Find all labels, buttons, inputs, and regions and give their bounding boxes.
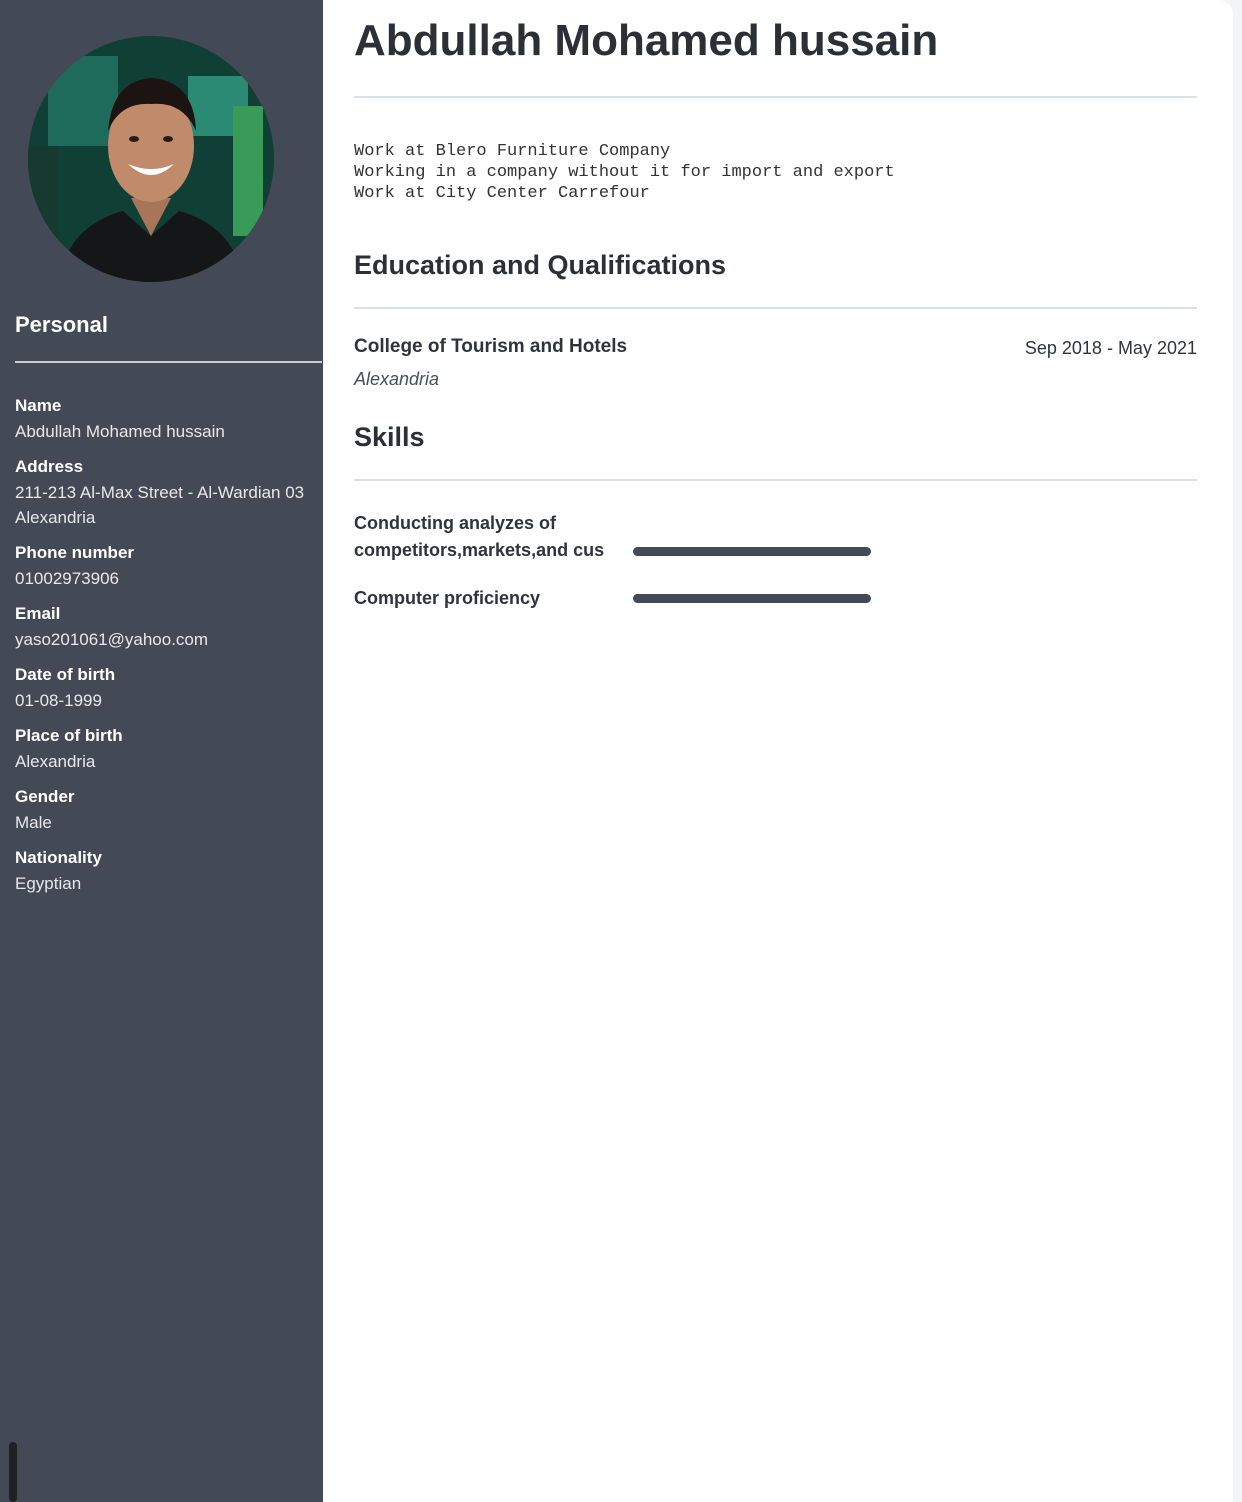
- main-content: [323, 0, 1233, 1502]
- field-value: Male: [15, 813, 52, 832]
- field-value: Alexandria: [15, 752, 96, 771]
- field-label: Date of birth: [15, 665, 116, 684]
- education-city: Alexandria: [354, 369, 440, 389]
- field-label: Gender: [15, 787, 75, 806]
- title-divider: [354, 96, 1197, 98]
- field-value: 211-213 Al-Max Street - Al-Wardian 03 Alexandria: [15, 483, 305, 527]
- field-place-of-birth: [15, 725, 315, 774]
- work-line: Work at City Center Carrefour: [354, 184, 650, 203]
- skill-label: Computer proficiency: [354, 588, 541, 608]
- field-label: Name: [15, 396, 62, 415]
- field-label: Place of birth: [15, 726, 123, 745]
- education-heading: Education and Qualifications: [354, 250, 727, 280]
- education-dates: Sep 2018 - May 2021: [1024, 338, 1197, 358]
- personal-details: [15, 395, 315, 908]
- field-date-of-birth: [15, 664, 315, 713]
- skills-heading: Skills: [354, 422, 425, 452]
- field-gender: [15, 786, 315, 835]
- field-label: Nationality: [15, 848, 102, 867]
- field-value: Abdullah Mohamed hussain: [15, 422, 225, 441]
- field-value: yaso201061@yahoo.com: [15, 630, 209, 649]
- resume-name-title: Abdullah Mohamed hussain: [354, 16, 939, 65]
- field-label: Email: [15, 604, 61, 623]
- field-phone: [15, 542, 315, 591]
- field-name: [15, 395, 315, 444]
- education-school: College of Tourism and Hotels: [354, 336, 628, 357]
- personal-heading: Personal: [15, 312, 108, 337]
- sidebar-divider: [15, 361, 322, 363]
- scrollbar-handle[interactable]: [9, 1442, 17, 1502]
- skill-level-fill: [633, 594, 871, 603]
- skills-divider: [354, 479, 1197, 481]
- field-value: Egyptian: [15, 874, 82, 893]
- sidebar: [0, 0, 323, 1502]
- field-label: Phone number: [15, 543, 135, 562]
- field-email: [15, 603, 315, 652]
- skill-level-fill: [633, 547, 871, 556]
- field-value: 01-08-1999: [15, 691, 102, 710]
- profile-photo: [28, 36, 274, 282]
- field-label: Address: [15, 457, 84, 476]
- work-line: Working in a company without it for import and export: [354, 163, 895, 182]
- field-value: 01002973906: [15, 569, 120, 588]
- education-divider: [354, 307, 1197, 309]
- field-nationality: [15, 847, 315, 896]
- work-experience: [354, 141, 895, 204]
- skill-level-bar: [633, 547, 871, 556]
- field-address: [15, 456, 315, 530]
- skill-level-bar: [633, 594, 871, 603]
- skill-label: Conducting analyzes of competitors,markets,and cus: [354, 513, 605, 560]
- work-line: Work at Blero Furniture Company: [354, 142, 671, 161]
